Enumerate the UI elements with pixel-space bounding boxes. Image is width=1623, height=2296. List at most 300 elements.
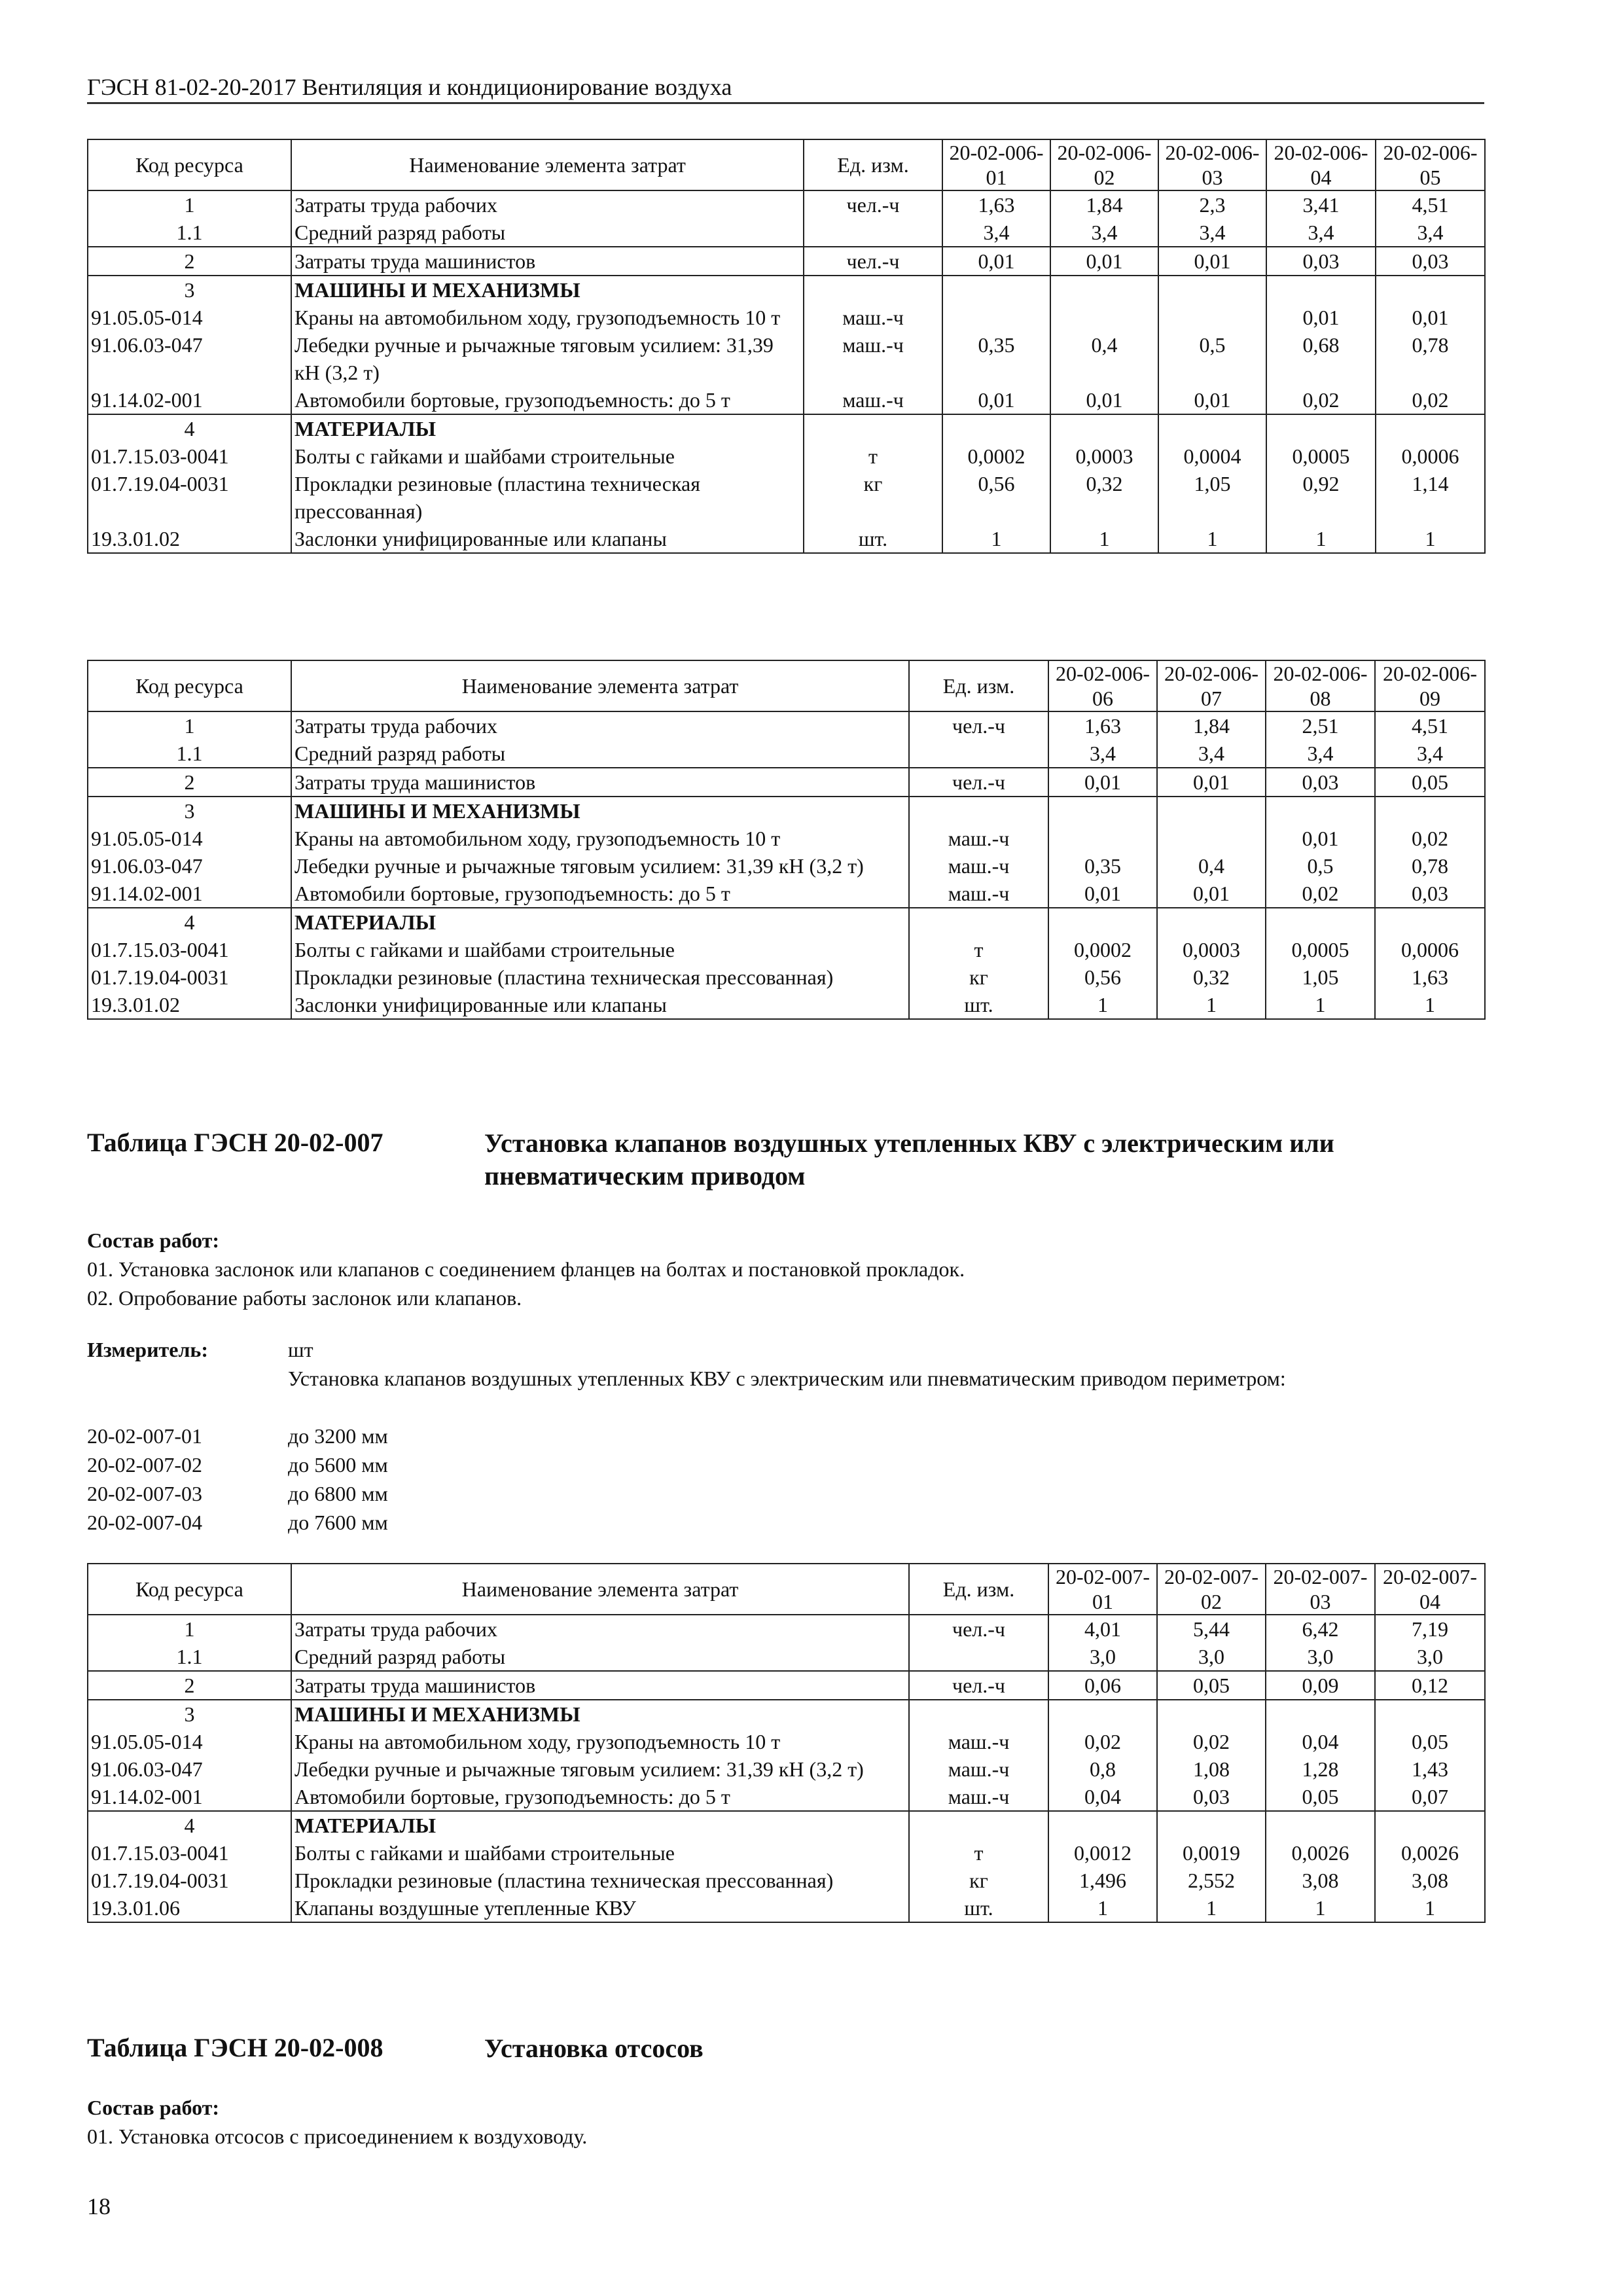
resource-name: Краны на автомобильном ходу, грузоподъемность 10 т [291,825,909,852]
resource-code: 01.7.15.03-0041 [88,442,291,470]
table-row [88,936,1485,963]
rate-value: 0,56 [942,470,1050,525]
resource-name: Болты с гайками и шайбами строительные [291,1839,909,1867]
resource-name: Клапаны воздушные утепленные КВУ [291,1894,909,1922]
header-unit: Ед. изм. [909,1564,1048,1615]
resource-code: 91.05.05-014 [88,825,291,852]
unit: т [804,442,942,470]
rate-value: 1 [1266,525,1376,553]
rate-value: 0,12 [1375,1671,1485,1700]
resource-code: 91.14.02-001 [88,1783,291,1811]
rate-value: 0,01 [1048,880,1157,908]
rate-value: 0,0019 [1157,1839,1266,1867]
table-row [88,1728,1485,1755]
resource-name: Прокладки резиновые (пластина техническая прессованная) [291,1867,909,1894]
header-rate-code: 20-02-006-04 [1266,139,1376,190]
measure-description: Установка клапанов воздушных утепленных КВУ с электрическим или пневматическим приводом периметром: [288,1367,1286,1390]
table-row [88,740,1485,768]
resource-code: 2 [88,247,291,276]
table-row [88,219,1485,247]
resource-code: 1 [88,190,291,219]
unit: чел.-ч [909,768,1048,797]
resource-name: Прокладки резиновые (пластина техническая прессованная) [291,963,909,991]
rate-value: 1,84 [1157,711,1266,740]
rate-value [1048,825,1157,852]
rate-value: 0,01 [1050,247,1158,276]
rate-value: 0,32 [1050,470,1158,525]
rate-value: 0,0006 [1375,936,1485,963]
resource-name: Затраты труда машинистов [291,1671,909,1700]
unit [909,797,1048,825]
header-code: Код ресурса [88,1564,291,1615]
unit: т [909,936,1048,963]
rate-value: 0,05 [1266,1783,1375,1811]
header-rate-code: 20-02-006-05 [1376,139,1485,190]
unit [909,908,1048,936]
rate-value: 1 [1266,991,1375,1019]
rate-value: 1,08 [1157,1755,1266,1783]
rate-value [1375,908,1485,936]
rate-value: 4,51 [1375,711,1485,740]
measure-value: до 3200 мм [288,1424,388,1448]
rate-value: 0,02 [1266,386,1376,414]
rate-value: 0,0026 [1266,1839,1375,1867]
rate-value: 1,05 [1158,470,1266,525]
unit [909,740,1048,768]
rate-value: 1,84 [1050,190,1158,219]
rate-value: 0,0005 [1266,442,1376,470]
resource-table-007 [87,1563,1486,1923]
table-row [88,414,1485,442]
unit: кг [909,963,1048,991]
unit: кг [804,470,942,525]
header-name: Наименование элемента затрат [291,1564,909,1615]
resource-code: 3 [88,276,291,304]
rate-value: 0,0003 [1157,936,1266,963]
unit: шт. [804,525,942,553]
resource-code: 91.05.05-014 [88,304,291,331]
measure-unit: шт [288,1338,313,1361]
resource-name: Болты с гайками и шайбами строительные [291,936,909,963]
rate-value: 0,35 [942,331,1050,386]
rate-value: 0,0003 [1050,442,1158,470]
measure-value: до 7600 мм [288,1511,388,1534]
rate-value: 0,0004 [1158,442,1266,470]
resource-name: Прокладки резиновые (пластина техническая прессованная) [291,470,804,525]
unit [804,219,942,247]
rate-value [1048,797,1157,825]
rate-value [1050,276,1158,304]
rate-value: 3,4 [942,219,1050,247]
header-rate-code: 20-02-007-03 [1266,1564,1375,1615]
unit [804,276,942,304]
header-rate-code: 20-02-006-09 [1375,660,1485,711]
unit: маш.-ч [909,852,1048,880]
rate-value: 0,0012 [1048,1839,1157,1867]
rate-value [1266,276,1376,304]
unit: маш.-ч [909,1755,1048,1783]
rate-value [1376,414,1485,442]
header-unit: Ед. изм. [804,139,942,190]
rate-value: 3,0 [1375,1643,1485,1671]
rate-value: 0,4 [1050,331,1158,386]
rate-value [1266,414,1376,442]
rate-value: 0,01 [1050,386,1158,414]
rate-value: 3,4 [1266,740,1375,768]
rate-value [942,304,1050,331]
measure-label: Измеритель: [87,1338,208,1361]
rate-value: 0,03 [1376,247,1485,276]
unit: чел.-ч [909,711,1048,740]
table-row [88,1700,1485,1728]
page-number: 18 [87,2193,111,2219]
header-code: Код ресурса [88,139,291,190]
rate-value [1375,797,1485,825]
rate-value: 1 [1375,1894,1485,1922]
rate-value [1157,797,1266,825]
rate-value: 0,04 [1266,1728,1375,1755]
rate-value [1266,797,1375,825]
rate-value: 3,4 [1157,740,1266,768]
table-heading: Установка клапанов воздушных утепленных КВУ с электрическим или пневматическим приводом [484,1128,1334,1191]
table-number: Таблица ГЭСН 20-02-007 [87,1128,383,1157]
resource-code: 19.3.01.02 [88,991,291,1019]
resource-name: Затраты труда рабочих [291,711,909,740]
running-header: ГЭСН 81-02-20-2017 Вентиляция и кондиционирование воздуха [87,73,1484,104]
header-row [88,1564,1485,1615]
rate-value: 4,51 [1376,190,1485,219]
resource-name: Лебедки ручные и рычажные тяговым усилием: 31,39 кН (3,2 т) [291,852,909,880]
unit: чел.-ч [804,247,942,276]
rate-value: 0,0006 [1376,442,1485,470]
rate-value: 5,44 [1157,1615,1266,1643]
unit [909,1700,1048,1728]
rate-value [1048,1811,1157,1839]
rate-value: 0,02 [1376,386,1485,414]
rate-value: 0,09 [1266,1671,1375,1700]
header-rate-code: 20-02-006-08 [1266,660,1375,711]
unit: чел.-ч [909,1671,1048,1700]
resource-name: МАТЕРИАЛЫ [291,414,804,442]
table-row [88,1839,1485,1867]
resource-name: Краны на автомобильном ходу, грузоподъемность 10 т [291,304,804,331]
rate-value: 7,19 [1375,1615,1485,1643]
resource-code: 19.3.01.02 [88,525,291,553]
resource-code: 1.1 [88,740,291,768]
rate-value: 1 [1050,525,1158,553]
rate-value: 0,0002 [1048,936,1157,963]
work-composition-007 [87,1226,965,1312]
resource-code: 19.3.01.06 [88,1894,291,1922]
rate-value: 0,01 [1376,304,1485,331]
resource-code: 01.7.19.04-0031 [88,963,291,991]
rate-value: 2,3 [1158,190,1266,219]
resource-name: МАТЕРИАЛЫ [291,1811,909,1839]
rate-value: 0,32 [1157,963,1266,991]
rate-value: 0,0002 [942,442,1050,470]
header-rate-code: 20-02-007-01 [1048,1564,1157,1615]
rate-value: 3,08 [1375,1867,1485,1894]
header-rate-code: 20-02-006-02 [1050,139,1158,190]
table-row [88,276,1485,304]
resource-name: Заслонки унифицированные или клапаны [291,525,804,553]
resource-code: 1.1 [88,1643,291,1671]
rate-value [1050,304,1158,331]
rate-value [1157,825,1266,852]
resource-name: Затраты труда рабочих [291,190,804,219]
table-row [88,852,1485,880]
rate-value [1266,1811,1375,1839]
header-rate-code: 20-02-006-06 [1048,660,1157,711]
table-row [88,1894,1485,1922]
rate-value: 0,05 [1157,1671,1266,1700]
resource-name: МАШИНЫ И МЕХАНИЗМЫ [291,276,804,304]
resource-code: 91.06.03-047 [88,1755,291,1783]
unit [804,414,942,442]
table-row [88,1755,1485,1783]
rate-value: 0,92 [1266,470,1376,525]
table-row [88,331,1485,386]
rate-value: 0,68 [1266,331,1376,386]
unit: маш.-ч [909,1783,1048,1811]
unit: маш.-ч [909,1728,1048,1755]
rate-value: 3,4 [1376,219,1485,247]
resource-code: 91.14.02-001 [88,880,291,908]
rate-value: 0,5 [1158,331,1266,386]
table-row [88,525,1485,553]
unit: маш.-ч [804,386,942,414]
rate-value: 0,04 [1048,1783,1157,1811]
rate-value: 2,552 [1157,1867,1266,1894]
header-name: Наименование элемента затрат [291,139,804,190]
resource-table-006-01-05 [87,139,1486,554]
unit: маш.-ч [804,331,942,386]
resource-code: 01.7.15.03-0041 [88,936,291,963]
rate-value: 0,01 [1266,825,1375,852]
table-row [88,797,1485,825]
resource-name: Краны на автомобильном ходу, грузоподъемность 10 т [291,1728,909,1755]
table-row [88,442,1485,470]
resource-name: МАТЕРИАЛЫ [291,908,909,936]
resource-code: 1 [88,711,291,740]
rate-value: 0,03 [1375,880,1485,908]
rate-value: 0,02 [1157,1728,1266,1755]
rate-value: 0,56 [1048,963,1157,991]
rate-value [942,414,1050,442]
work-composition-008 [87,2093,587,2151]
table-row [88,908,1485,936]
rate-value: 0,06 [1048,1671,1157,1700]
table-row [88,768,1485,797]
resource-name: Автомобили бортовые, грузоподъемность: до 5 т [291,880,909,908]
rate-value [1375,1811,1485,1839]
rate-value: 1 [1157,1894,1266,1922]
table-row [88,825,1485,852]
resource-table-006-06-09 [87,660,1486,1020]
rate-value: 1 [942,525,1050,553]
resource-code: 1 [88,1615,291,1643]
rate-value: 1,496 [1048,1867,1157,1894]
rate-value [1375,1700,1485,1728]
unit: маш.-ч [909,880,1048,908]
table-row [88,1867,1485,1894]
unit: шт. [909,1894,1048,1922]
table-row [88,1615,1485,1643]
rate-value: 0,03 [1266,247,1376,276]
table-number: Таблица ГЭСН 20-02-008 [87,2033,383,2062]
resource-code: 01.7.15.03-0041 [88,1839,291,1867]
rate-value: 1 [1158,525,1266,553]
rate-value: 0,05 [1375,1728,1485,1755]
table-row [88,963,1485,991]
rate-value: 0,03 [1266,768,1375,797]
rate-value: 1 [1376,525,1485,553]
resource-name: Автомобили бортовые, грузоподъемность: до 5 т [291,386,804,414]
measure-code: 20-02-007-02 [87,1453,202,1477]
rate-value [1158,276,1266,304]
header-rate-code: 20-02-006-07 [1157,660,1266,711]
rate-value [1157,1811,1266,1839]
work-item: 01. Установка заслонок или клапанов с соединением фланцев на болтах и постановкой прокладок. [87,1257,965,1281]
rate-value: 0,35 [1048,852,1157,880]
unit: маш.-ч [909,825,1048,852]
rate-value: 3,0 [1266,1643,1375,1671]
resource-code: 01.7.19.04-0031 [88,1867,291,1894]
rate-value: 1,05 [1266,963,1375,991]
rate-value: 0,01 [1158,247,1266,276]
resource-name: Автомобили бортовые, грузоподъемность: до 5 т [291,1783,909,1811]
rate-value [1048,908,1157,936]
rate-value: 0,02 [1048,1728,1157,1755]
rate-value: 3,4 [1050,219,1158,247]
resource-name: Средний разряд работы [291,740,909,768]
unit: чел.-ч [804,190,942,219]
resource-code: 3 [88,1700,291,1728]
work-item: 01. Установка отсосов с присоединением к воздуховоду. [87,2125,588,2148]
resource-name: МАШИНЫ И МЕХАНИЗМЫ [291,1700,909,1728]
rate-value: 0,01 [1048,768,1157,797]
rate-value: 0,4 [1157,852,1266,880]
resource-code: 3 [88,797,291,825]
resource-code: 4 [88,1811,291,1839]
unit [909,1643,1048,1671]
rate-value: 0,78 [1375,852,1485,880]
rate-value [1050,414,1158,442]
resource-name: Затраты труда машинистов [291,768,909,797]
rate-value [942,276,1050,304]
resource-code: 01.7.19.04-0031 [88,470,291,525]
table-heading: Установка отсосов [484,2034,704,2063]
rate-value: 0,01 [942,386,1050,414]
rate-value: 0,01 [1158,386,1266,414]
rate-value [1157,1700,1266,1728]
table-row [88,991,1485,1019]
rate-value [1376,276,1485,304]
resource-name: МАШИНЫ И МЕХАНИЗМЫ [291,797,909,825]
resource-name: Болты с гайками и шайбами строительные [291,442,804,470]
unit: т [909,1839,1048,1867]
table-row [88,1783,1485,1811]
header-rate-code: 20-02-006-03 [1158,139,1266,190]
resource-name: Лебедки ручные и рычажные тяговым усилием: 31,39 кН (3,2 т) [291,1755,909,1783]
header-code: Код ресурса [88,660,291,711]
table-row [88,1671,1485,1700]
rate-value: 2,51 [1266,711,1375,740]
resource-code: 91.06.03-047 [88,852,291,880]
resource-name: Затраты труда машинистов [291,247,804,276]
rate-value [1266,1700,1375,1728]
rate-value: 1,63 [1048,711,1157,740]
table-row [88,1643,1485,1671]
measure-code: 20-02-007-04 [87,1511,202,1534]
table-row [88,880,1485,908]
rate-value: 3,0 [1048,1643,1157,1671]
rate-value: 0,05 [1375,768,1485,797]
table-row [88,711,1485,740]
rate-value [1157,908,1266,936]
rate-value: 0,01 [1157,880,1266,908]
rate-value [1158,304,1266,331]
resource-name: Средний разряд работы [291,219,804,247]
rate-value: 0,01 [942,247,1050,276]
rate-value: 6,42 [1266,1615,1375,1643]
resource-code: 4 [88,908,291,936]
measure-block [87,1335,1484,1537]
unit: чел.-ч [909,1615,1048,1643]
resource-name: Затраты труда рабочих [291,1615,909,1643]
rate-value: 0,03 [1157,1783,1266,1811]
resource-code: 1.1 [88,219,291,247]
resource-code: 91.05.05-014 [88,1728,291,1755]
rate-value: 1,43 [1375,1755,1485,1783]
rate-value: 0,01 [1266,304,1376,331]
rate-value: 3,08 [1266,1867,1375,1894]
rate-value: 1 [1375,991,1485,1019]
unit: шт. [909,991,1048,1019]
rate-value: 0,02 [1375,825,1485,852]
unit [909,1811,1048,1839]
measure-value: до 6800 мм [288,1482,388,1505]
resource-code: 4 [88,414,291,442]
rate-value: 1,14 [1376,470,1485,525]
unit: маш.-ч [804,304,942,331]
rate-value [1266,908,1375,936]
work-heading: Состав работ: [87,1229,220,1252]
rate-value: 1,63 [1375,963,1485,991]
header-name: Наименование элемента затрат [291,660,909,711]
resource-code: 2 [88,1671,291,1700]
rate-value: 4,01 [1048,1615,1157,1643]
work-heading: Состав работ: [87,2096,220,2119]
resource-code: 91.06.03-047 [88,331,291,386]
rate-value: 0,5 [1266,852,1375,880]
measure-code: 20-02-007-01 [87,1424,202,1448]
rate-value: 0,0026 [1375,1839,1485,1867]
rate-value: 1 [1048,1894,1157,1922]
rate-value: 3,4 [1158,219,1266,247]
table-row [88,304,1485,331]
table-row [88,470,1485,525]
resource-name: Средний разряд работы [291,1643,909,1671]
table-row [88,190,1485,219]
measure-code: 20-02-007-03 [87,1482,202,1505]
table-row [88,247,1485,276]
resource-name: Лебедки ручные и рычажные тяговым усилием: 31,39 кН (3,2 т) [291,331,804,386]
resource-name: Заслонки унифицированные или клапаны [291,991,909,1019]
rate-value [1158,414,1266,442]
header-rate-code: 20-02-007-02 [1157,1564,1266,1615]
rate-value: 0,8 [1048,1755,1157,1783]
